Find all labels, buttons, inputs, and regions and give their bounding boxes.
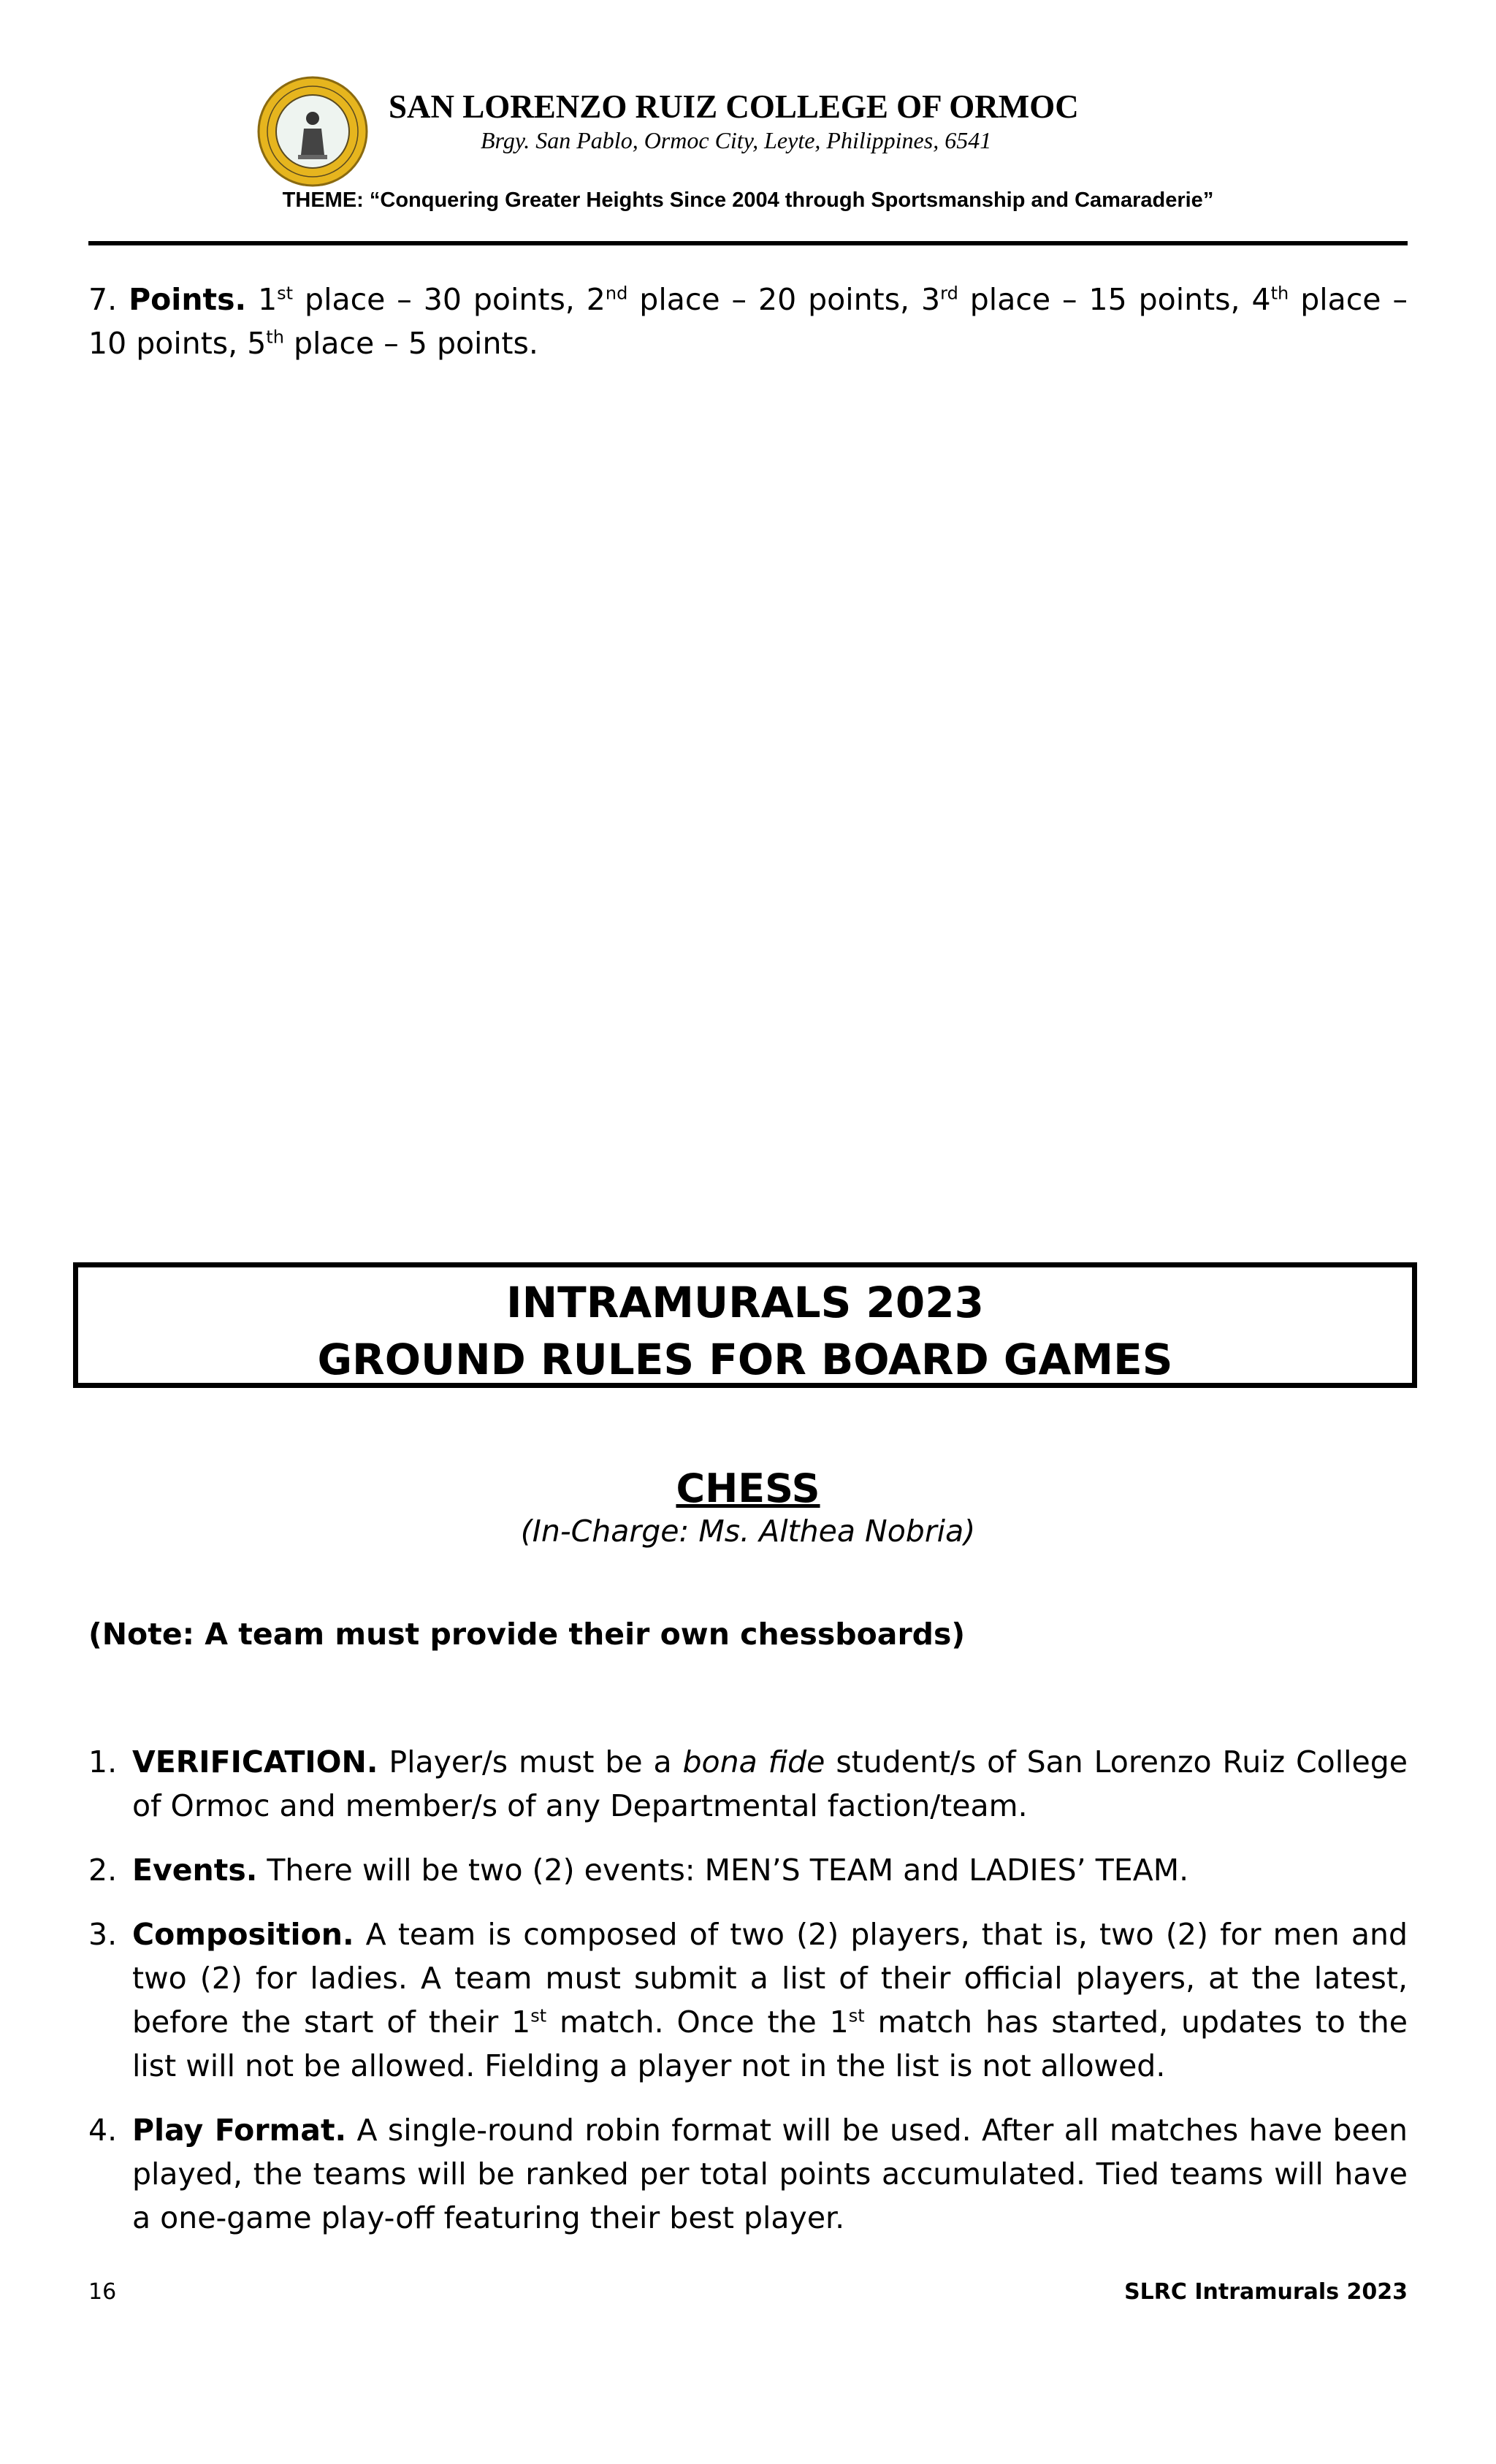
title-line-2: GROUND RULES FOR BOARD GAMES [317,1335,1173,1384]
place-5: 5th place – 5 points. [247,326,538,361]
list-item: 3. Composition. A team is composed of two (2) players, that is, two (2) for men and two (2) for ladies. A team must submit a list of their official players, at the latest, before the start of their 1st match. Once the 1st match has started, updates to the list will not be allowed. Fielding a player not in the list is not allowed. [88,1912,1408,2088]
list-item: 2. Events. There will be two (2) events: MEN’S TEAM and LADIES’ TEAM. [88,1848,1408,1892]
section-in-charge: (In-Charge: Ms. Althea Nobria) [520,1514,976,1549]
item-number: 7. [88,282,118,317]
place-4: 4th place – 10 points, [88,282,1408,361]
section-note: (Note: A team must provide their own chessboards) [88,1617,966,1652]
list-item: 4. Play Format. A single-round robin format will be used. After all matches have been played, the teams will be ranked per total points accumulated. Tied teams will have a one-game play-off featuring their best player. [88,2108,1408,2240]
title-line-1: INTRAMURALS 2023 [506,1278,984,1327]
page-number: 16 [88,2279,117,2305]
item-label: Play Format. [132,2113,347,2148]
rules-list [88,1740,1408,2260]
item-label: Events. [132,1853,258,1888]
place-1: 1st place – 30 points, [258,282,587,317]
item-label: VERIFICATION. [132,1744,378,1780]
section-title: CHESS [676,1465,820,1511]
item-label: Points. [129,282,247,317]
item-number: 4. [88,2113,118,2148]
item-number: 1. [88,1744,118,1780]
school-name: SAN LORENZO RUIZ COLLEGE OF ORMOC [389,88,1079,125]
event-theme: THEME: “Conquering Greater Heights Since 2004 through Sportsmanship and Camaraderie” [282,188,1214,212]
school-seal-icon [257,76,368,187]
item-number: 2. [88,1853,118,1888]
header-divider [88,241,1408,245]
points-item [88,278,1408,365]
list-item: 1. VERIFICATION. Player/s must be a bona fide student/s of San Lorenzo Ruiz College of Ormoc and member/s of any Departmental faction/team. [88,1740,1408,1828]
school-address: Brgy. San Pablo, Ormoc City, Leyte, Philippines, 6541 [481,127,992,153]
item-number: 3. [88,1917,118,1952]
footer-title: SLRC Intramurals 2023 [1124,2279,1408,2305]
place-3: 3rd place – 15 points, [921,282,1252,317]
title-box [73,1262,1417,1388]
place-2: 2nd place – 20 points, [586,282,922,317]
item-label: Composition. [132,1917,354,1952]
